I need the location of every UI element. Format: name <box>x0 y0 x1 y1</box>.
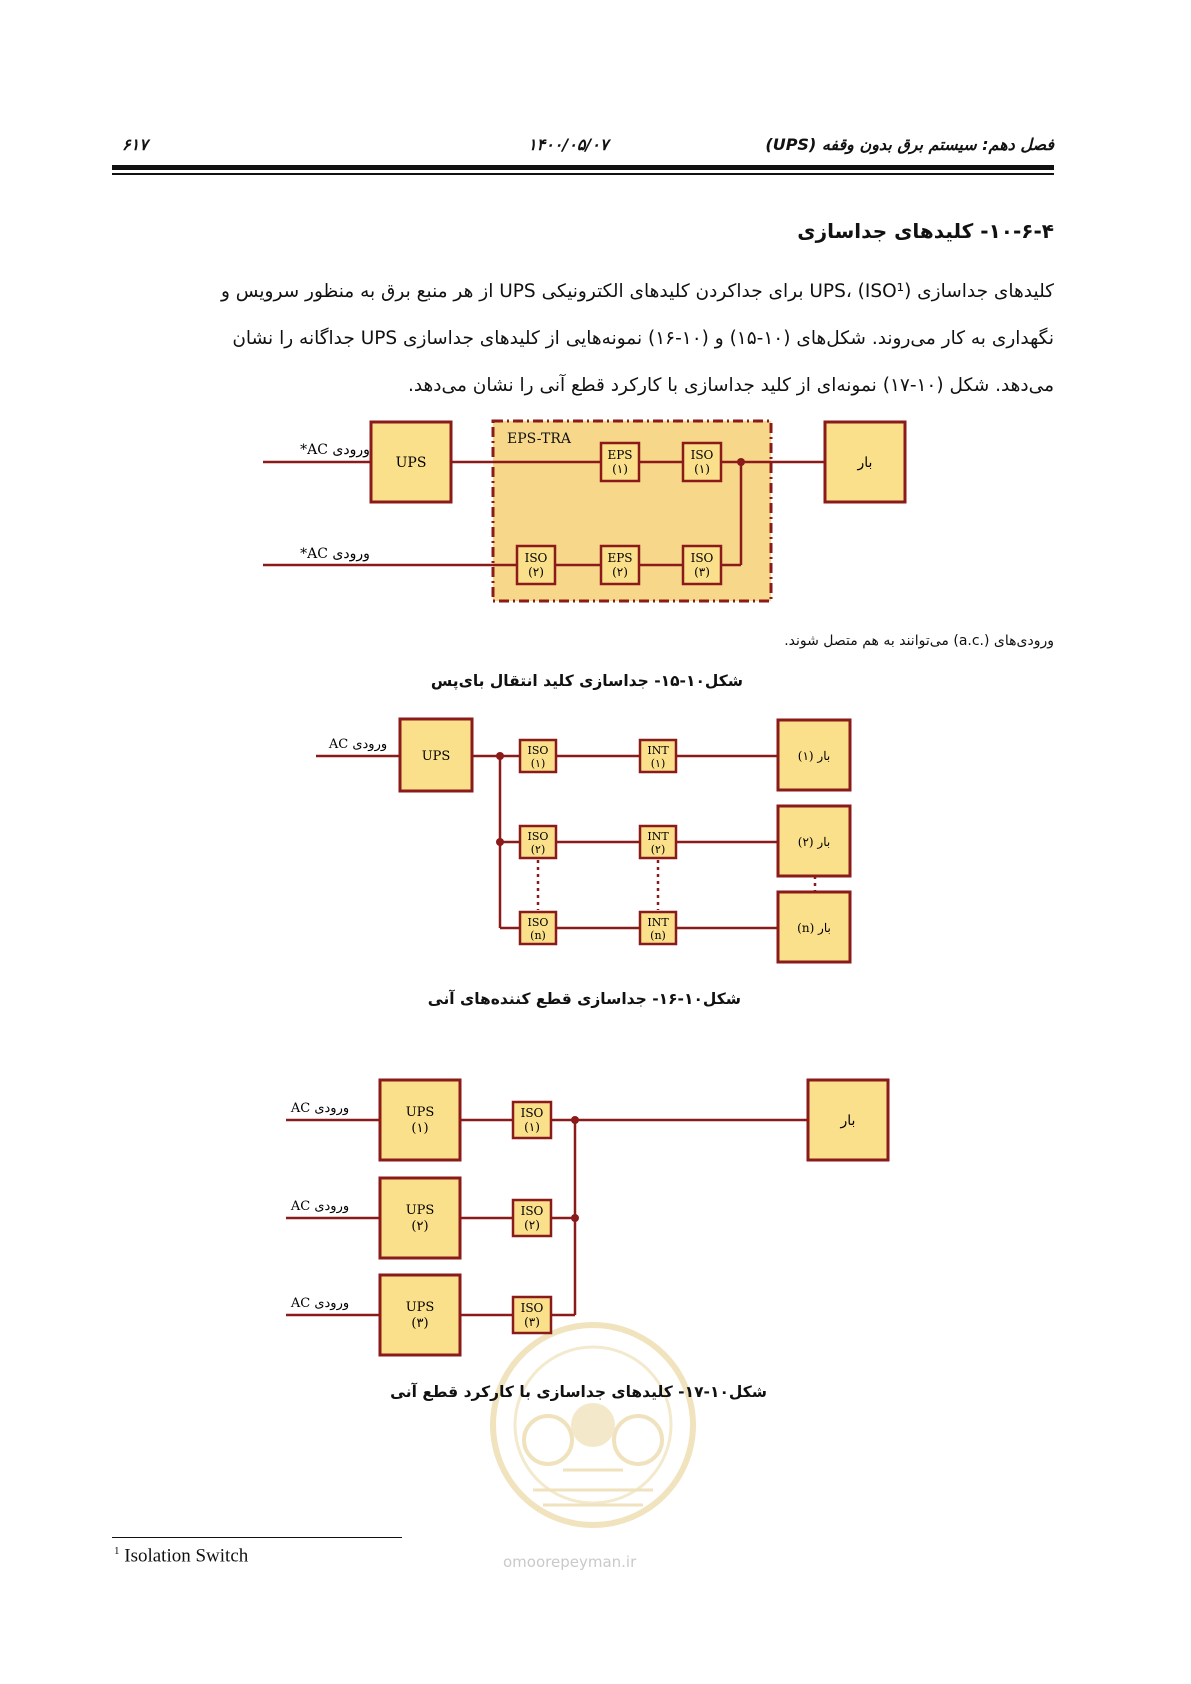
iso2-number: (۲) <box>530 843 546 856</box>
load-label: بار <box>840 1113 856 1129</box>
page-number: ۶۱۷ <box>122 135 148 154</box>
iso3-label: ISO <box>690 551 714 565</box>
eps1-number: (۱) <box>612 462 628 476</box>
ups1-label: UPS <box>405 1105 435 1120</box>
figure-10-16-diagram <box>310 716 860 966</box>
ac-input-label: ورودی AC* <box>300 442 370 458</box>
intN-label: INT <box>647 916 669 929</box>
ups3-number: (۳) <box>411 1316 429 1331</box>
isoN-label: ISO <box>527 916 549 929</box>
iso1-label: ISO <box>520 1106 544 1120</box>
iso1-number: (۱) <box>694 462 710 476</box>
footnote <box>114 1545 248 1567</box>
body-paragraph <box>112 268 1054 409</box>
ups1-box <box>380 1080 460 1160</box>
junction-dot <box>571 1116 579 1124</box>
int1-label: INT <box>647 744 669 757</box>
ups3-box <box>380 1275 460 1355</box>
iso1-number: (۱) <box>524 1120 540 1134</box>
chapter-title: فصل دهم: سیستم برق بدون وقفه (UPS) <box>765 135 1054 154</box>
iso1-label: ISO <box>527 744 549 757</box>
figure-caption: شکل۱۰-۱۶- جداسازی قطع کننده‌های آنی <box>427 990 741 1008</box>
loadN-label: بار (n) <box>797 921 831 935</box>
ups2-number: (۲) <box>411 1219 429 1234</box>
ac-input-label: ورودی AC <box>290 1101 350 1116</box>
ups-label: UPS <box>395 455 427 471</box>
figure-10-17-diagram <box>280 1075 900 1365</box>
eps2-label: EPS <box>607 551 633 565</box>
iso3-number: (۳) <box>524 1315 540 1329</box>
load1-label: بار (۱) <box>797 749 831 763</box>
junction-dot <box>496 752 504 760</box>
ups-label: UPS <box>421 749 451 764</box>
header-date: ۱۴۰۰/۰۵/۰۷ <box>528 135 609 154</box>
load-label: بار <box>857 455 873 471</box>
ac-input-label: ورودی AC <box>328 737 388 752</box>
iso2-label: ISO <box>524 551 548 565</box>
eps2-number: (۲) <box>612 565 628 579</box>
iso2-number: (۲) <box>528 565 544 579</box>
iso3-number: (۳) <box>694 565 710 579</box>
footnote-rule <box>112 1537 402 1538</box>
group-label: EPS-TRA <box>507 431 571 447</box>
figure-caption: شکل۱۰-۱۵- جداسازی کلید انتقال بای‌پس <box>430 672 743 690</box>
figure-10-15-diagram <box>255 415 915 615</box>
iso2-number: (۲) <box>524 1218 540 1232</box>
ups2-label: UPS <box>405 1203 435 1218</box>
section-heading: ۱۰-۶-۴- کلیدهای جداسازی <box>797 219 1054 243</box>
junction-dot <box>571 1214 579 1222</box>
footnote-mark: 1 <box>114 1545 120 1557</box>
footnote-text: Isolation Switch <box>124 1545 249 1567</box>
junction-dot <box>496 838 504 846</box>
paragraph-line: نگهداری به کار می‌روند. شکل‌های (۱۰-۱۵) و (۱۰-۱۶) نمونه‌هایی از کلیدهای جداسازی UPS جداگانه را نشان <box>232 328 1054 349</box>
ups2-box <box>380 1178 460 1258</box>
int2-number: (۲) <box>650 843 666 856</box>
iso1-label: ISO <box>690 448 714 462</box>
ups3-label: UPS <box>405 1300 435 1315</box>
watermark-site: omoorepeyman.ir <box>503 1553 637 1571</box>
ac-input-label: ورودی AC <box>290 1199 350 1214</box>
junction-dot <box>737 458 745 466</box>
intN-number: (n) <box>650 929 666 942</box>
ups1-number: (۱) <box>411 1121 429 1136</box>
load2-label: بار (۲) <box>797 835 831 849</box>
header-rule-thick <box>112 165 1054 170</box>
isoN-number: (n) <box>530 929 546 942</box>
iso1-number: (۱) <box>530 757 546 770</box>
ac-input-label: ورودی AC* <box>300 546 370 562</box>
continuation-dots <box>538 860 815 910</box>
iso2-label: ISO <box>527 830 549 843</box>
header-rule-thin <box>112 173 1054 175</box>
iso2-label: ISO <box>520 1204 544 1218</box>
figure-note: ورودی‌های (.a.c) می‌توانند به هم متصل شوند. <box>784 633 1054 649</box>
iso3-label: ISO <box>520 1301 544 1315</box>
ac-input-label: ورودی AC <box>290 1296 350 1311</box>
paragraph-line: می‌دهد. شکل (۱۰-۱۷) نمونه‌ای از کلید جداسازی با کارکرد قطع آنی را نشان می‌دهد. <box>407 375 1054 396</box>
int2-label: INT <box>647 830 669 843</box>
figure-caption: شکل۱۰-۱۷- کلیدهای جداسازی با کارکرد قطع آنی <box>390 1383 767 1401</box>
int1-number: (۱) <box>650 757 666 770</box>
paragraph-line: کلیدهای جداسازی UPS، (ISO¹) برای جداکردن کلیدهای الکترونیکی UPS از هر منبع برق به منظور سرویس و <box>220 281 1054 302</box>
eps1-label: EPS <box>607 448 633 462</box>
